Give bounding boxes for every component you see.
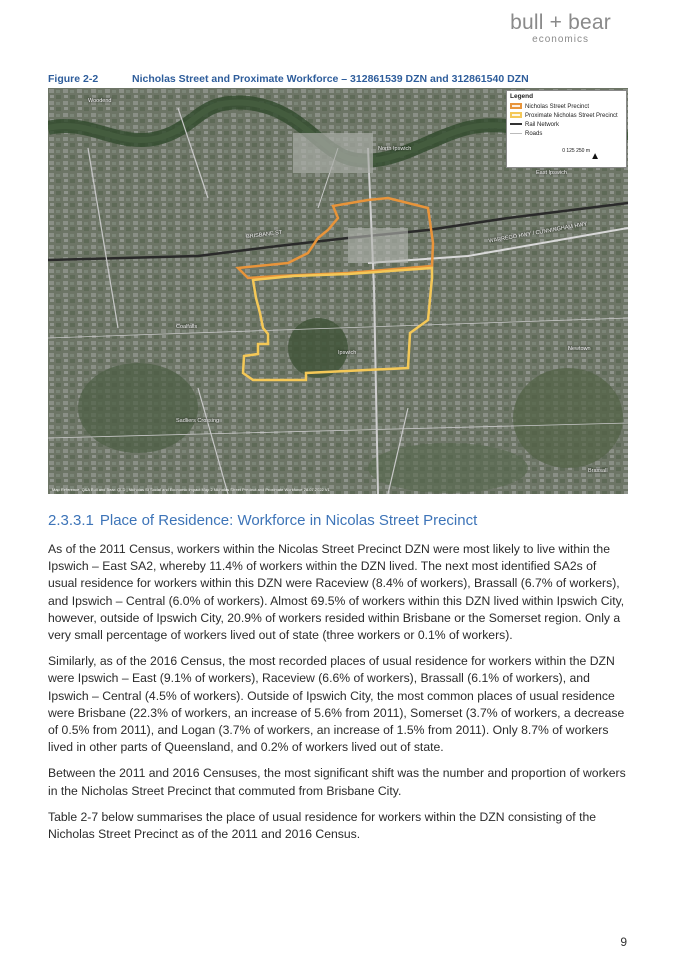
map-label-sadliers: Sadliers Crossing [176, 418, 220, 424]
legend-title: Legend [510, 93, 534, 100]
aerial-map [48, 88, 628, 494]
orange-swatch-icon [510, 103, 522, 109]
map-legend [506, 90, 627, 168]
company-logo [510, 12, 611, 46]
north-arrow-icon: ▲ [590, 151, 600, 162]
figure-caption [48, 73, 529, 85]
road-line-icon [510, 133, 522, 134]
section-title: Place of Residence: Workforce in Nicolas Street Precinct [99, 512, 478, 529]
section-heading [48, 512, 477, 529]
legend-item-roads: Roads [510, 130, 542, 139]
map-label-ipswich: Ipswich [338, 350, 357, 356]
logo-wordmark: bull + bear [510, 11, 611, 34]
legend-item-nicholas-street: Nicholas Street Precinct [510, 103, 589, 112]
map-reference: Map Reference: Q&A Bull and Bear: QLD | Nicholas St Social and Economic Impact Map 2 Nicholas Street Precinct and Proximate Workforce 28.07.2022 V1 [52, 487, 330, 492]
paragraph: As of the 2011 Census, workers within the Nicolas Street Precinct DZN were most likely to live within the Ipswich – East SA2, whereby 11.4% of workers within the DZN lived. The next most identified SA2s of usual residence for workers within this DZN were Raceview (8.4% of workers), Brassall (6.7% of workers), and Ipswich – Central (6.0% of workers). Almost 69.5% of workers within this DZN lived within Ipswich City, however, outside of Ipswich City, 20.9% of workers resided within Brisbane or the Somerset region. Only a very small percentage of workers lived out of state (three workers or 0.1% of workers). [48, 542, 625, 643]
map-label-east-ipswich: East Ipswich [536, 170, 567, 176]
paragraph: Table 2-7 below summarises the place of usual residence for workers within the DZN consisting of the Nicholas Street Precinct as of the 2011 and 2016 Census. [48, 809, 597, 842]
paragraph: Similarly, as of the 2016 Census, the most recorded places of usual residence for workers within the DZN were Ipswich – East (9.1% of workers), Raceview (6.6% of workers), Brassall (6.1% of workers), and Ipswich – Central (4.5% of workers). Outside of Ipswich City, the most common places of usual residence were Brisbane (22.3% of workers, an increase of 5.6% from 2011), Somerset (3.7% of workers, a decrease of 0.5% from 2011), and Logan (3.7% of workers, an increase of 1.5% from 2011). Only 8.7% of workers lived in other parts of Queensland, and 0.2% of workers lived out of state. [48, 654, 625, 755]
page-number: 9 [620, 935, 627, 949]
map-label-woodend: Woodend [88, 98, 112, 104]
map-label-brassall: Brassall [588, 468, 608, 474]
figure-title: Nicholas Street and Proximate Workforce – 312861539 DZN and 312861540 DZN [132, 73, 529, 85]
rail-line-icon [510, 123, 522, 125]
map-label-newtown: Newtown [568, 346, 591, 352]
legend-item-rail: Rail Network [510, 121, 559, 130]
map-label-north-ipswich: North Ipswich [378, 146, 412, 152]
legend-item-proximate: Proximate Nicholas Street Precinct [510, 112, 618, 121]
scale-bar: 0 125 250 m [562, 148, 590, 154]
map-label-brisbane-st: BRISBANE ST [245, 229, 283, 241]
map-label-highway: WARREGO HWY / CUNNINGHAM HWY [488, 221, 588, 245]
body-text [48, 541, 626, 852]
logo-subtitle: economics [532, 34, 589, 45]
map-label-coalfalls: Coalfalls [176, 324, 198, 330]
yellow-swatch-icon [510, 112, 522, 118]
section-number: 2.3.3.1 [48, 512, 94, 529]
figure-number: Figure 2-2 [48, 73, 99, 85]
paragraph: Between the 2011 and 2016 Censuses, the most significant shift was the number and proportion of workers in the Nicholas Street Precinct that commuted from Brisbane City. [48, 766, 626, 798]
